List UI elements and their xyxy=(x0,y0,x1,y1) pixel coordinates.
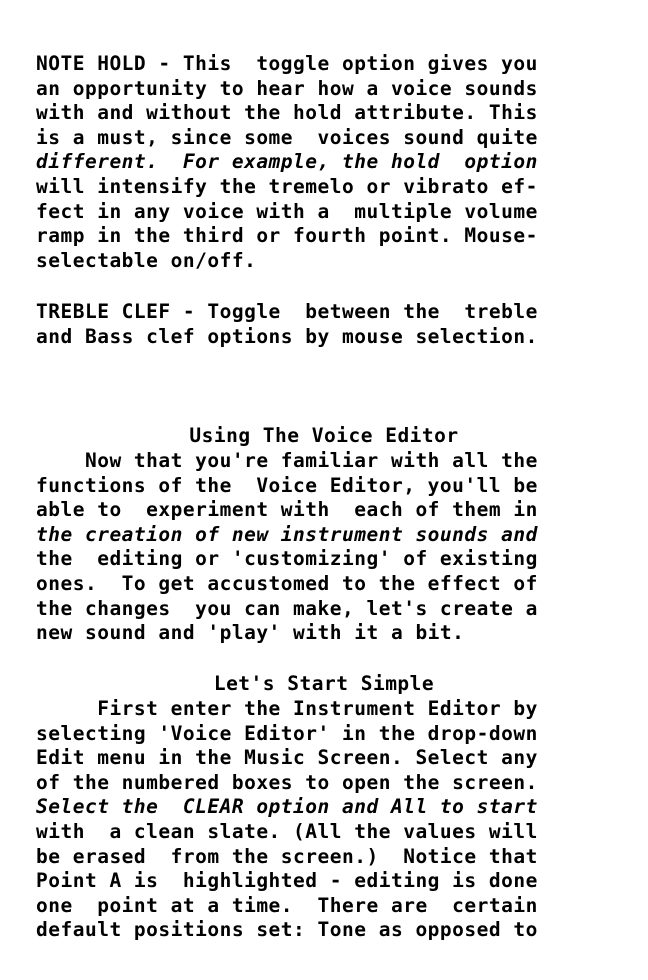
text-line: First enter the Instrument Editor by xyxy=(36,697,538,720)
text-line: able to experiment with each of them in xyxy=(36,498,538,522)
note-hold-paragraph xyxy=(36,52,626,273)
text-line: default positions set: Tone as opposed to xyxy=(36,918,538,942)
text-line: NOTE HOLD - This toggle option gives you xyxy=(36,52,538,75)
text-line: of the numbered boxes to open the screen. xyxy=(36,770,538,794)
text-line: one point at a time. There are certain xyxy=(36,893,538,917)
using-voice-editor-paragraph xyxy=(36,449,626,646)
text-line: the creation of new instrument sounds and xyxy=(36,522,538,546)
treble-clef-paragraph xyxy=(36,300,626,349)
text-line: TREBLE CLEF - Toggle between the treble xyxy=(36,300,538,323)
text-line: Select the CLEAR option and All to start xyxy=(36,795,538,819)
text-line: with a clean slate. (All the values will xyxy=(36,819,538,843)
text-line: selecting 'Voice Editor' in the drop-down xyxy=(36,721,538,745)
text-line: is a must, since some voices sound quite xyxy=(36,125,538,149)
text-line: functions of the Voice Editor, you'll be xyxy=(36,473,538,497)
section-heading-lets-start-simple: Let's Start Simple xyxy=(213,672,435,695)
text-line: Edit menu in the Music Screen. Select any xyxy=(36,746,538,770)
text-line: with and without the hold attribute. This xyxy=(36,101,538,125)
text-line: fect in any voice with a multiple volume xyxy=(36,199,538,223)
text-line: and Bass clef options by mouse selection. xyxy=(36,324,538,348)
lets-start-simple-paragraph xyxy=(36,697,626,943)
text-line: the changes you can make, let's create a xyxy=(36,596,538,620)
text-line: will intensify the tremelo or vibrato ef- xyxy=(36,174,538,198)
text-line: different. For example, the hold option xyxy=(36,150,538,174)
section-heading-using-voice-editor: Using The Voice Editor xyxy=(189,424,459,447)
text-line: an opportunity to hear how a voice sounds xyxy=(36,76,538,100)
text-line: ones. To get accustomed to the effect of xyxy=(36,571,538,595)
text-line: be erased from the screen.) Notice that xyxy=(36,844,538,868)
text-line: ramp in the third or fourth point. Mouse- xyxy=(36,224,538,248)
text-line: selectable on/off. xyxy=(36,248,257,272)
text-line: Point A is highlighted - editing is done xyxy=(36,869,538,893)
text-line: Now that you're familiar with all the xyxy=(36,449,538,472)
text-line: new sound and 'play' with it a bit. xyxy=(36,621,465,645)
text-line: the editing or 'customizing' of existing xyxy=(36,547,538,571)
